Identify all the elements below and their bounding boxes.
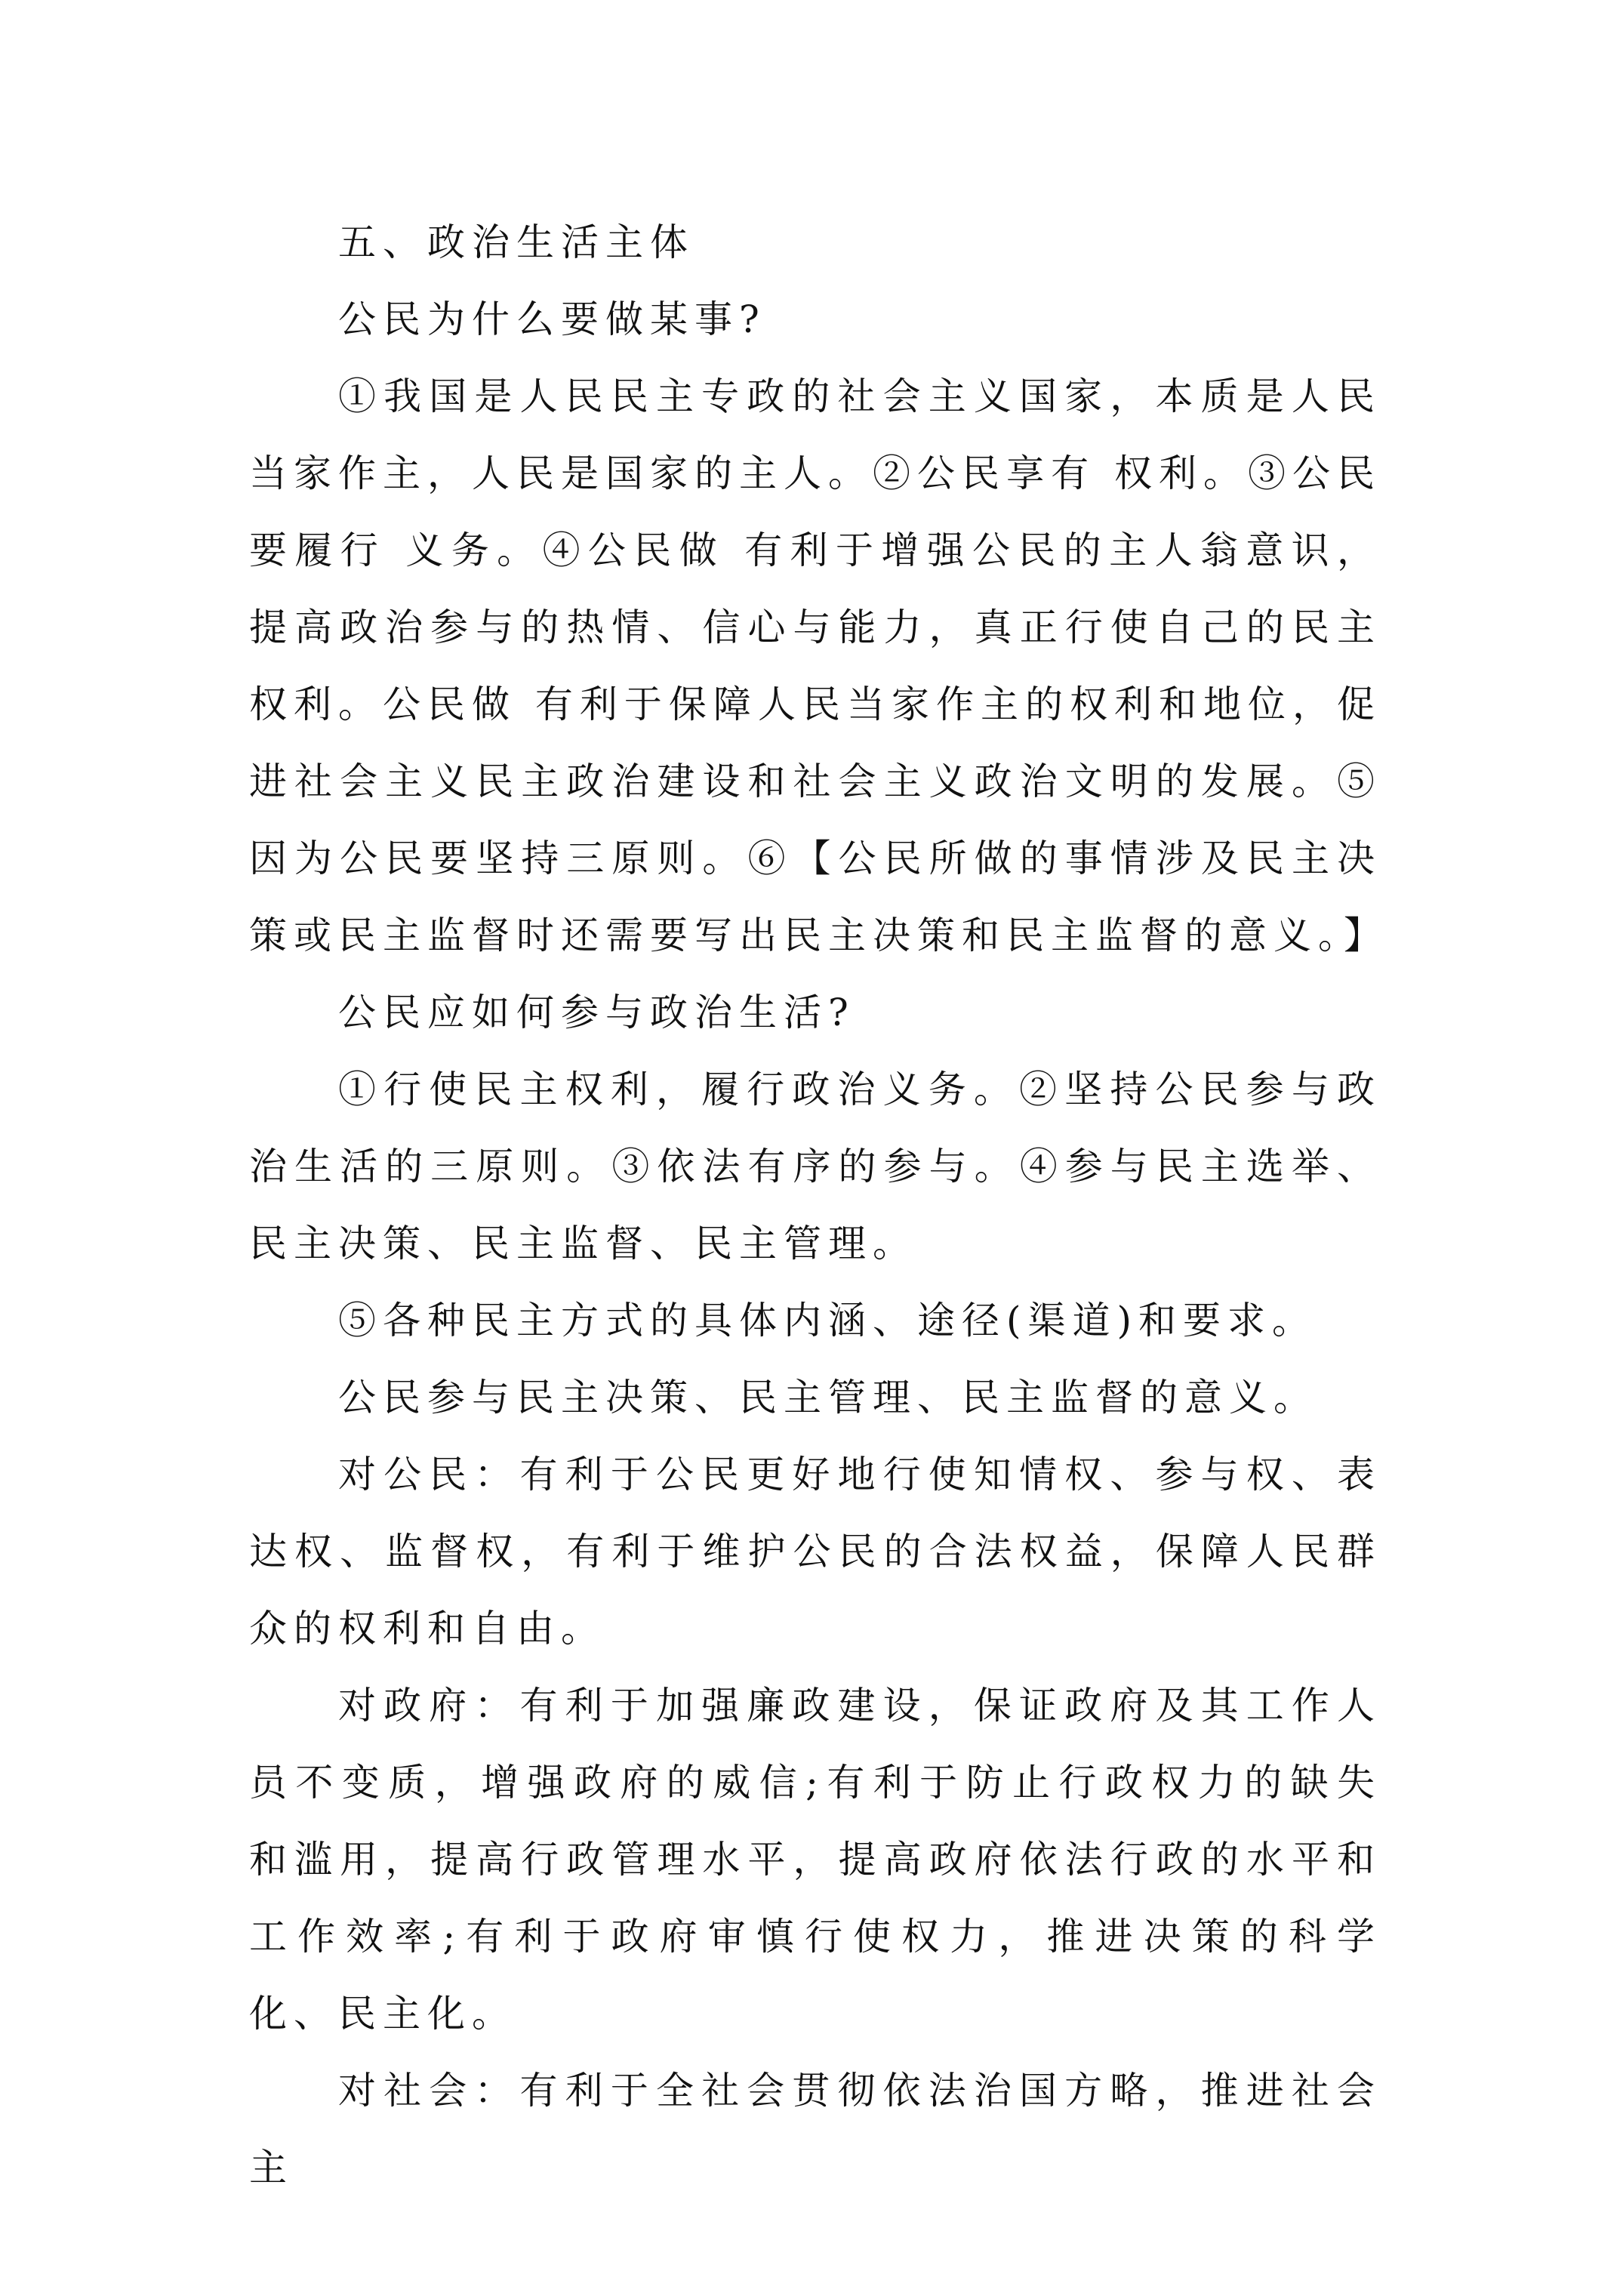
body-paragraph: ①我国是人民民主专政的社会主义国家，本质是人民当家作主，人民是国家的主人。②公民享有 权利。③公民要履行 义务。④公民做 有利于增强公民的主人翁意识，提高政治参与的热情、信心与能力，真正行使自己的民主权利。公民做 有利于保障人民当家作主的权利和地位，促进社会主义民主政治建设和社会主义政治文明的发展。⑤因为公民要坚持三原则。⑥【公民所做的事情涉及民主决策或民主监督时还需要写出民主决策和民主监督的意义。】 <box>249 374 1388 957</box>
section-heading: 五、政治生活主体 <box>338 220 694 264</box>
question-heading: 公民应如何参与政治生活? <box>338 991 855 1034</box>
body-paragraph: 公民参与民主决策、民主管理、民主监督的意义。 <box>338 1376 1318 1419</box>
body-paragraph: 对社会：有利于全社会贯彻依法治国方略，推进社会主 <box>249 2069 1381 2190</box>
body-paragraph: ⑤各种民主方式的具体内涵、途径(渠道)和要求。 <box>338 1299 1317 1342</box>
question-heading: 公民为什么要做某事? <box>338 297 766 341</box>
body-paragraph: ①行使民主权利，履行政治义务。②坚持公民参与政治生活的三原则。③依法有序的参与。④参与民主选举、民主决策、民主监督、民主管理。 <box>249 1068 1381 1265</box>
body-paragraph: 对公民：有利于公民更好地行使知情权、参与权、表达权、监督权，有利于维护公民的合法权益，保障人民群众的权利和自由。 <box>249 1453 1381 1650</box>
document-body <box>249 204 1388 2206</box>
body-paragraph: 对政府：有利于加强廉政建设，保证政府及其工作人员不变质，增强政府的威信;有利于防止行政权力的缺失和滥用，提高行政管理水平，提高政府依法行政的水平和工作效率;有利于政府审慎行使权力，推进决策的科学化、民主化。 <box>249 1684 1381 2036</box>
